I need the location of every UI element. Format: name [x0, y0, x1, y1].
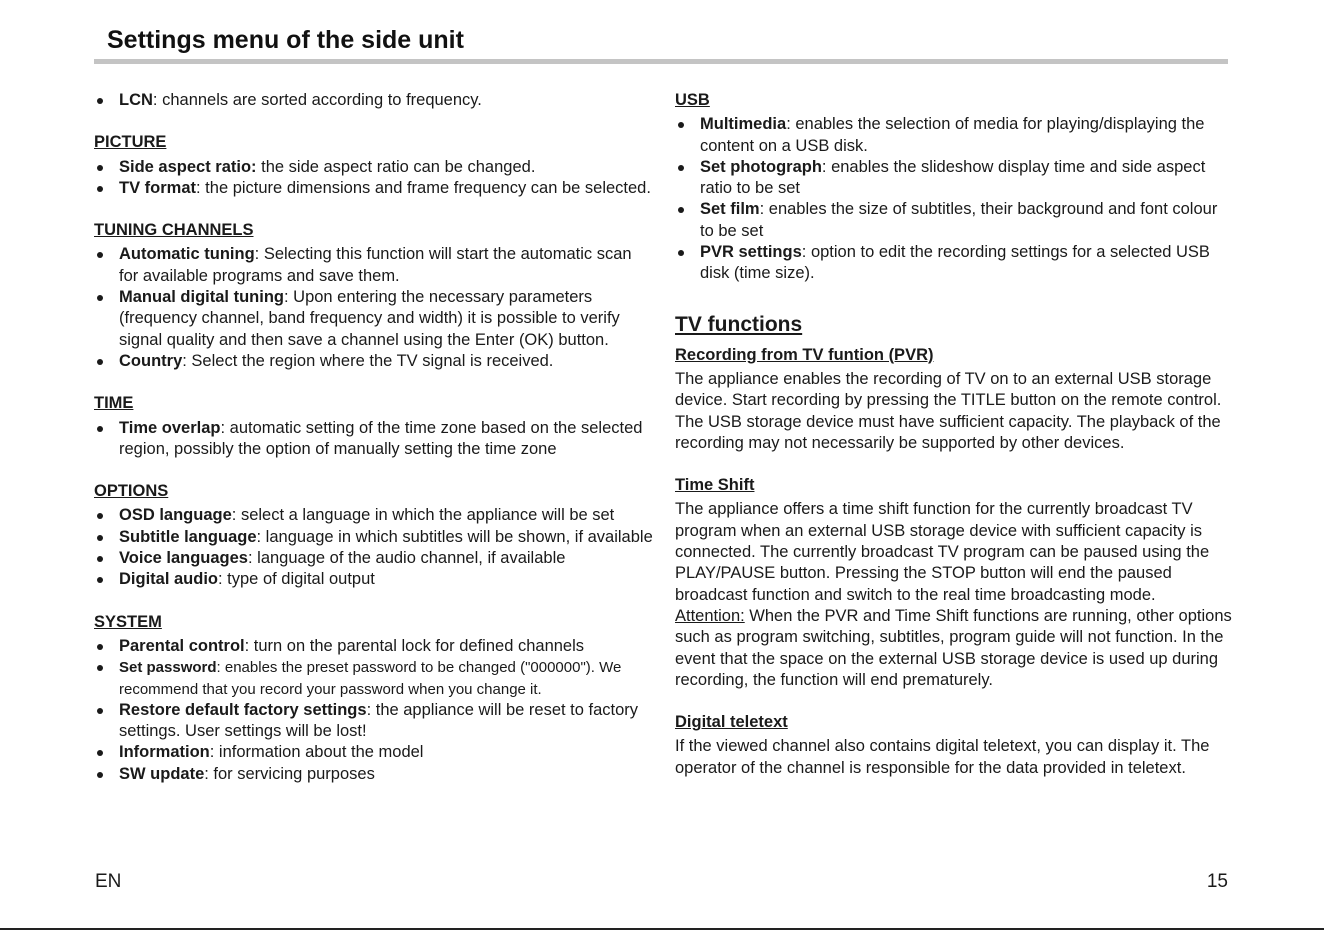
time-list	[94, 418, 654, 461]
list-item: TV format: the picture dimensions and frame frequency can be selected.	[94, 178, 654, 199]
picture-list	[94, 157, 654, 200]
usb-list	[675, 114, 1235, 284]
list-item: Digital audio: type of digital output	[94, 569, 654, 590]
tuning-list	[94, 244, 654, 372]
list-item: Subtitle language: language in which subtitles will be shown, if available	[94, 527, 654, 548]
list-item: LCN: channels are sorted according to frequency.	[94, 90, 654, 111]
system-list	[94, 636, 654, 785]
list-item: SW update: for servicing purposes	[94, 764, 654, 785]
options-section	[94, 481, 654, 590]
options-list	[94, 505, 654, 590]
title-divider	[94, 59, 1228, 64]
teletext-body: If the viewed channel also contains digital teletext, you can display it. The operator of the channel is responsible for the data provided in teletext.	[675, 737, 1210, 777]
picture-heading: PICTURE	[94, 133, 167, 152]
footer-language: EN	[95, 871, 122, 892]
list-item: OSD language: select a language in which the appliance will be set	[94, 505, 654, 526]
time-shift-body: The appliance offers a time shift function for the currently broadcast TV program when an external USB storage device with sufficient capacity is connected. The currently broadcast TV program can be paused using the PLAY/PAUSE button. Pressing the STOP button will end the paused broadcast function and switch to the real time broadcasting mode.	[675, 500, 1210, 604]
list-item: PVR settings: option to edit the recording settings for a selected USB disk (time size).	[675, 242, 1235, 285]
usb-section	[675, 90, 1235, 285]
time-section	[94, 393, 654, 460]
usb-heading: USB	[675, 91, 710, 109]
picture-section	[94, 132, 654, 199]
attention-text: When the PVR and Time Shift functions are running, other options such as program switching, subtitles, program guide will not function. In the event that the space on the external USB storage device is used up during recording, the function will end prematurely.	[675, 606, 1232, 689]
lcn-list	[94, 90, 654, 111]
lcn-section	[94, 90, 654, 111]
list-item: Restore default factory settings: the appliance will be reset to factory settings. User settings will be lost!	[94, 700, 654, 743]
time-shift-heading: Time Shift	[675, 476, 755, 495]
system-section	[94, 612, 654, 785]
list-item: Parental control: turn on the parental lock for defined channels	[94, 636, 654, 657]
time-shift-section	[675, 475, 1235, 691]
bottom-divider	[0, 928, 1324, 930]
teletext-heading: Digital teletext	[675, 713, 788, 732]
list-item: Automatic tuning: Selecting this function will start the automatic scan for available programs and save them.	[94, 244, 654, 287]
list-item: Multimedia: enables the selection of media for playing/displaying the content on a USB disk.	[675, 114, 1235, 157]
teletext-section	[675, 712, 1235, 779]
list-item: Country: Select the region where the TV signal is received.	[94, 351, 654, 372]
list-item: Manual digital tuning: Upon entering the necessary parameters (frequency channel, band frequency and width) it is possible to verify signal quality and then save a channel using the Enter (OK) button.	[94, 287, 654, 351]
options-heading: OPTIONS	[94, 482, 169, 501]
tuning-section	[94, 220, 654, 372]
page-title: Settings menu of the side unit	[107, 26, 464, 54]
system-heading: SYSTEM	[94, 612, 162, 631]
right-column	[675, 90, 1235, 800]
recording-section	[675, 345, 1235, 454]
left-column	[94, 90, 654, 806]
list-item: Side aspect ratio: the side aspect ratio can be changed.	[94, 157, 654, 178]
tv-functions-heading: TV functions	[675, 312, 803, 336]
list-item: Time overlap: automatic setting of the time zone based on the selected region, possibly the option of manually setting the time zone	[94, 418, 654, 461]
attention-label: Attention:	[675, 606, 745, 625]
list-item: Voice languages: language of the audio channel, if available	[94, 548, 654, 569]
tuning-heading: TUNING CHANNELS	[94, 221, 254, 240]
attention-note	[675, 606, 1235, 691]
list-item: Information: information about the model	[94, 742, 654, 763]
time-heading: TIME	[94, 394, 134, 413]
page-number: 15	[1206, 871, 1228, 892]
list-item: Set film: enables the size of subtitles, their background and font colour to be set	[675, 199, 1235, 242]
recording-heading: Recording from TV funtion (PVR)	[675, 345, 934, 364]
list-item: Set photograph: enables the slideshow display time and side aspect ratio to be set	[675, 157, 1235, 200]
list-item: Set password: enables the preset password to be changed ("000000"). We recommend that you record your password when you change it.	[94, 657, 654, 700]
recording-body: The appliance enables the recording of TV on to an external USB storage device. Start recording by pressing the TITLE button on the remote control. The USB storage device must have sufficient capacity. The playback of the recording may not necessarily be supported by other devices.	[675, 369, 1222, 452]
